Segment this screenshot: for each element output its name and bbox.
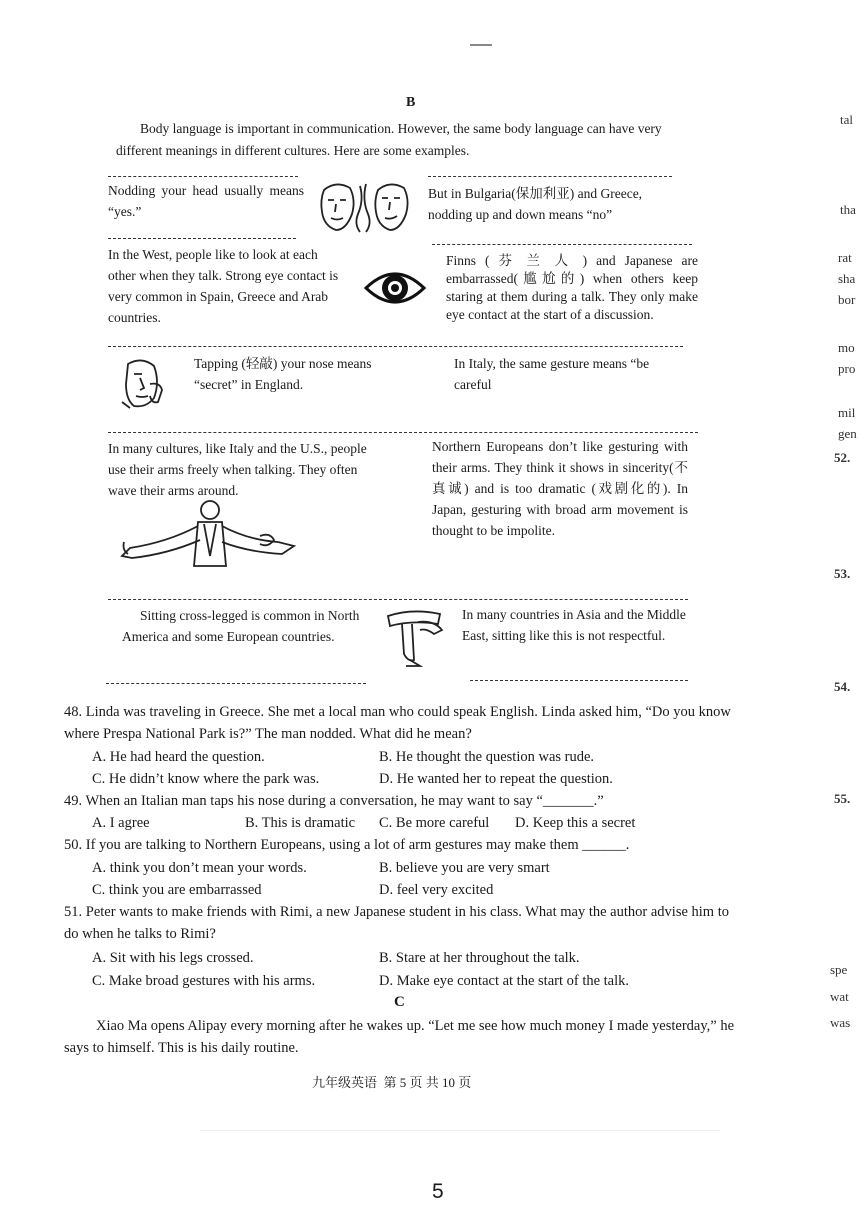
- question-number: 48.: [64, 704, 83, 720]
- q48-option-c: C. He didn’t know where the park was.: [92, 771, 320, 787]
- row-3-left-text: Tapping (轻敲) your nose means “secret” in England.: [194, 356, 372, 392]
- q51-option-d: D. Make eye contact at the start of the talk.: [379, 973, 630, 989]
- arms-waving-man-icon: [118, 496, 298, 570]
- row-2-right-text: Finns ( 芬 兰 人 ) and Japanese are embarrassed(尴尬的) when others keep staring at them during a talk. They only make eye contact at the start of a discussion.: [446, 253, 698, 322]
- row-5-right-text: In many countries in Asia and the Middle East, sitting like this is not respectful.: [462, 607, 686, 643]
- edge-fragment: 55.: [834, 791, 851, 806]
- q49-option-b: B. This is dramatic: [245, 815, 356, 831]
- question-number: 49.: [64, 793, 83, 809]
- q50-option-b: B. believe you are very smart: [379, 860, 550, 876]
- divider: [108, 176, 298, 177]
- edge-fragment: gen: [838, 426, 857, 441]
- divider: [108, 432, 698, 433]
- question-number: 51.: [64, 904, 83, 920]
- page-number: 5: [432, 1180, 444, 1203]
- faint-rule: [200, 1130, 720, 1131]
- section-b-title: B: [406, 95, 416, 110]
- section-c-text: Xiao Ma opens Alipay every morning after he wakes up. “Let me see how much money I made yesterday,” he says to himself. This is his daily routine.: [64, 1018, 735, 1056]
- edge-fragment: 52.: [834, 450, 851, 465]
- question-49: [64, 790, 754, 812]
- row-5-left-text: Sitting cross-legged is common in North America and some European countries.: [122, 608, 360, 644]
- q48-option-b: B. He thought the question was rude.: [379, 749, 595, 765]
- edge-fragment: rat: [838, 250, 852, 265]
- edge-fragment: 54.: [834, 679, 851, 694]
- row-1-left-text: Nodding your head usually means “yes.”: [108, 183, 304, 219]
- edge-fragment: was: [830, 1015, 851, 1030]
- divider: [106, 683, 366, 684]
- row-4-right-text: Northern Europeans don’t like gesturing with their arms. They think it shows in sincerity(不真诚) and is too dramatic (戏剧化的). In Japan, gesturing with broad arm movement is thought to be impolite.: [432, 439, 688, 538]
- two-heads-icon: [316, 180, 416, 234]
- q50-option-a: A. think you don’t mean your words.: [92, 860, 307, 876]
- divider: [108, 599, 688, 600]
- cross-legged-sitting-icon: [382, 604, 448, 670]
- edge-fragment: sha: [838, 271, 856, 286]
- divider: [428, 176, 672, 177]
- edge-fragment: 53.: [834, 566, 851, 581]
- edge-fragment: mo: [838, 340, 855, 355]
- divider: [108, 346, 683, 347]
- q51-option-a: A. Sit with his legs crossed.: [92, 950, 254, 966]
- q49-option-a: A. I agree: [92, 815, 150, 831]
- question-stem: If you are talking to Northern Europeans, using a lot of arm gestures may make them ______.: [85, 837, 630, 853]
- section-c-title: C: [394, 994, 405, 1010]
- question-stem: Peter wants to make friends with Rimi, a new Japanese student in his class. What may the author advise him to do when he talks to Rimi?: [64, 904, 729, 942]
- section-b-intro: Body language is important in communication. However, the same body language can have very different meanings in different cultures. Here are some examples.: [116, 121, 662, 158]
- question-number: 50.: [64, 837, 83, 853]
- divider: [432, 244, 692, 245]
- q49-option-c: C. Be more careful: [379, 815, 490, 831]
- q48-option-d: D. He wanted her to repeat the question.: [379, 771, 613, 787]
- edge-fragment: wat: [830, 989, 849, 1004]
- question-48: [64, 701, 754, 745]
- q48-option-a: A. He had heard the question.: [92, 749, 265, 765]
- question-51: [64, 901, 744, 945]
- q50-option-c: C. think you are embarrassed: [92, 882, 262, 898]
- row-1-right-text: But in Bulgaria(保加利亚) and Greece, nodding up and down means “no”: [428, 186, 643, 222]
- edge-fragment: pro: [838, 361, 856, 376]
- eye-icon: [364, 266, 426, 310]
- question-stem: When an Italian man taps his nose during a conversation, he may want to say “_______.”: [85, 793, 604, 809]
- page-footer: 九年级英语 第 5 页 共 10 页: [312, 1075, 472, 1090]
- header-mark: [470, 44, 492, 46]
- edge-fragment: mil: [838, 405, 856, 420]
- question-50: [64, 834, 754, 856]
- edge-fragment: tal: [840, 112, 853, 127]
- q50-option-d: D. feel very excited: [379, 882, 494, 898]
- edge-fragment: tha: [840, 202, 856, 217]
- q51-option-b: B. Stare at her throughout the talk.: [379, 950, 580, 966]
- row-3-right-text: In Italy, the same gesture means “be careful: [454, 356, 650, 392]
- row-2-left-text: In the West, people like to look at each other when they talk. Strong eye contact is very common in Spain, Greece and Arab countries.: [108, 247, 339, 325]
- nose-tap-face-icon: [120, 356, 166, 410]
- q51-option-c: C. Make broad gestures with his arms.: [92, 973, 316, 989]
- edge-fragment: spe: [830, 962, 848, 977]
- edge-fragment: bor: [838, 292, 856, 307]
- q49-option-d: D. Keep this a secret: [515, 815, 636, 831]
- question-stem: Linda was traveling in Greece. She met a local man who could speak English. Linda asked him, “Do you know where Prespa National Park is?” The man nodded. What did he mean?: [64, 704, 731, 742]
- divider: [108, 238, 296, 239]
- row-4-left-text: In many cultures, like Italy and the U.S., people use their arms freely when talking. They often wave their arms around.: [108, 441, 367, 498]
- divider: [470, 680, 688, 681]
